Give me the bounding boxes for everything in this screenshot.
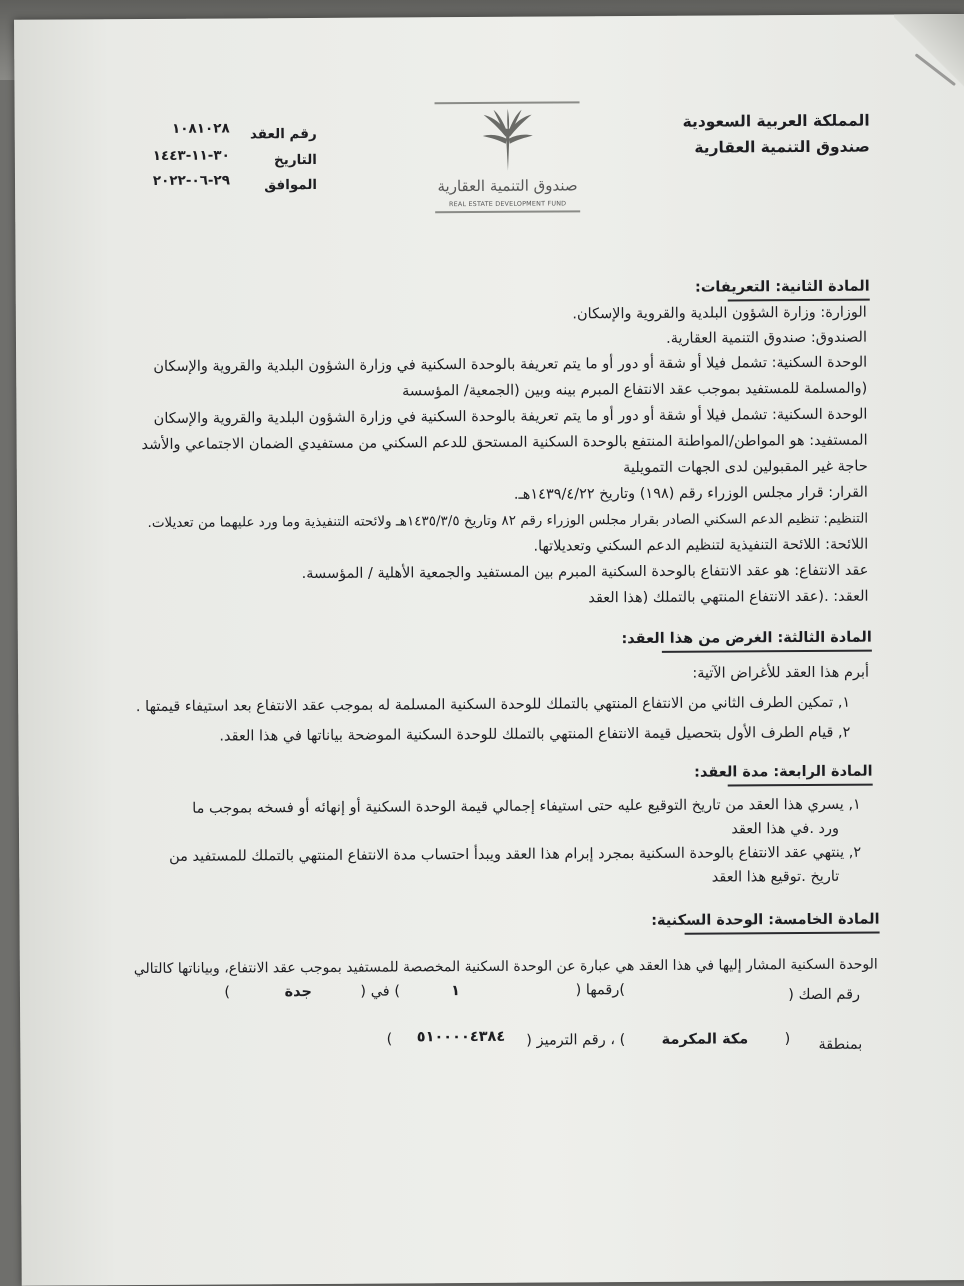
definition-ministry: الوزارة: وزارة الشؤون البلدية والقروية والإسكان.	[572, 304, 867, 323]
logo-english-text: REAL ESTATE DEVELOPMENT FUND	[448, 199, 567, 209]
page-corner-fold	[894, 14, 964, 104]
definition-usufruct-contract: عقد الانتفاع: هو عقد الانتفاع بالوحدة السكنية المبرم بين المستفيد والجمعية الأهلية / المؤسسة.	[301, 562, 869, 583]
logo-arabic-text: صندوق التنمية العقارية	[437, 176, 578, 196]
region-label: بمنطقة	[818, 1036, 863, 1053]
definition-fund: الصندوق: صندوق التنمية العقارية.	[666, 329, 868, 347]
definition-bylaw: اللائحة: اللائحة التنفيذية لتنظيم الدعم السكني وتعديلاتها.	[533, 536, 869, 555]
deed-number-label: رقم الصك (	[788, 986, 861, 1004]
article-5-underline	[685, 932, 880, 935]
region-value: مكة المكرمة	[661, 1031, 749, 1048]
definition-contract: العقد: .(عقد الانتفاع المنتهي بالتملك (هذا العقد	[588, 588, 869, 607]
definition-regulation: التنظيم: تنظيم الدعم السكني الصادر بقرار مجلس الوزراء رقم ٨٢ وتاريخ ١٤٣٥/٣/٥هـ ولائحته التنفيذية وما ورد عليهما من تعديلات.	[147, 510, 869, 531]
postal-code-label: ) ، رقم الترميز (	[526, 1032, 626, 1049]
date-hijri-value: ٣٠-١١-١٤٤٣	[152, 147, 230, 164]
article-5-title: المادة الخامسة: الوحدة السكنية:	[651, 911, 880, 929]
postal-close-paren: )	[386, 1031, 393, 1048]
article-3-title: المادة الثالثة: الغرض من هذا العقد:	[621, 629, 872, 648]
article-3-item-1: ١, تمكين الطرف الثاني من الانتفاع المنتهي بالتملك للوحدة السكنية المسلمة له بموجب عقد الانتفاع بعد استيفاء قيمتها .	[135, 694, 851, 716]
article-3-intro: أبرم هذا العقد للأغراض الآتية:	[692, 664, 870, 682]
city-close-paren: )	[224, 984, 231, 1001]
definition-housing-unit-cont: (والمسلمة للمستفيد بموجب عقد الانتفاع المبرم بينه وبين (الجمعية/ المؤسسة	[402, 380, 868, 400]
contract-number-value: ١٠٨١٠٢٨	[171, 120, 230, 137]
article-2-underline	[728, 299, 870, 301]
logo-top-rule	[435, 101, 580, 104]
article-5-intro: الوحدة السكنية المشار إليها في هذا العقد هي عبارة عن الوحدة السكنية المخصصة للمستفيد بموجب عقد الانتفاع، وبياناتها كالتالي	[133, 956, 878, 978]
city-in-label: ) في (	[360, 983, 401, 1000]
contract-number-label: رقم العقد	[249, 125, 317, 143]
article-4-item-2: ٢, ينتهي عقد الانتفاع بالوحدة السكنية بمجرد إبرام هذا العقد ويبدأ احتساب مدة الانتفاع المنتهي بالتملك للمستفيد من	[169, 844, 862, 865]
document-page	[14, 14, 964, 1286]
definition-beneficiary-cont: حاجة غير المقبولين لدى الجهات التمويلية	[623, 458, 868, 477]
article-3-underline	[662, 650, 872, 653]
article-4-item-1-cont: ورد .في هذا العقد	[731, 820, 840, 838]
date-gregorian-value: ٢٩-٠٦-٢٠٢٢	[152, 172, 231, 189]
article-4-item-2-cont: تاريخ .توقيع هذا العقد	[711, 868, 840, 886]
unit-number-label: )رقمها (	[575, 982, 626, 999]
postal-code-value: ٥١٠٠٠٠٤٣٨٤	[416, 1028, 506, 1046]
definition-housing-unit-2: الوحدة السكنية: تشمل فيلا أو شقة أو دور أو ما يتم تعريفة بالوحدة السكنية في وزارة الشؤون البلدية والقروية والإسكان	[153, 406, 868, 427]
region-open-paren: (	[784, 1031, 791, 1048]
unit-number-value: ١	[451, 983, 461, 1000]
fund-title: صندوق التنمية العقارية	[694, 137, 870, 157]
article-4-item-1: ١, يسري هذا العقد من تاريخ التوقيع عليه حتى استيفاء إجمالي قيمة الوحدة السكنية أو إنهائه أو فسخه بموجب ما	[192, 796, 861, 817]
article-3-item-2: ٢, قيام الطرف الأول بتحصيل قيمة الانتفاع المنتهي بالتملك للوحدة السكنية الموضحة بياناتها في هذا العقد.	[219, 724, 851, 745]
city-value: جدة	[284, 984, 313, 1001]
article-2-title: المادة الثانية: التعريفات:	[694, 278, 870, 296]
article-4-title: المادة الرابعة: مدة العقد:	[694, 763, 873, 781]
date-label: التاريخ	[273, 151, 317, 169]
gregorian-date-label: الموافق	[264, 176, 318, 194]
definition-beneficiary: المستفيد: هو المواطن/المواطنة المنتفع بالوحدة السكنية المستحق للدعم السكني من مستفيدي الضمان الاجتماعي والأشد	[141, 432, 868, 454]
logo-bottom-rule	[435, 210, 580, 213]
kingdom-title: المملكة العربية السعودية	[682, 111, 870, 131]
definition-decision: القرار: قرار مجلس الوزراء رقم (١٩٨) وتاريخ ١٤٣٩/٤/٢٢هـ.	[513, 484, 868, 503]
article-4-underline	[728, 784, 873, 786]
definition-housing-unit: الوحدة السكنية: تشمل فيلا أو شقة أو دور أو ما يتم تعريفة بالوحدة السكنية في وزارة الشؤون البلدية والقروية والإسكان	[153, 354, 868, 375]
palm-leaves-emblem-icon	[481, 109, 535, 173]
